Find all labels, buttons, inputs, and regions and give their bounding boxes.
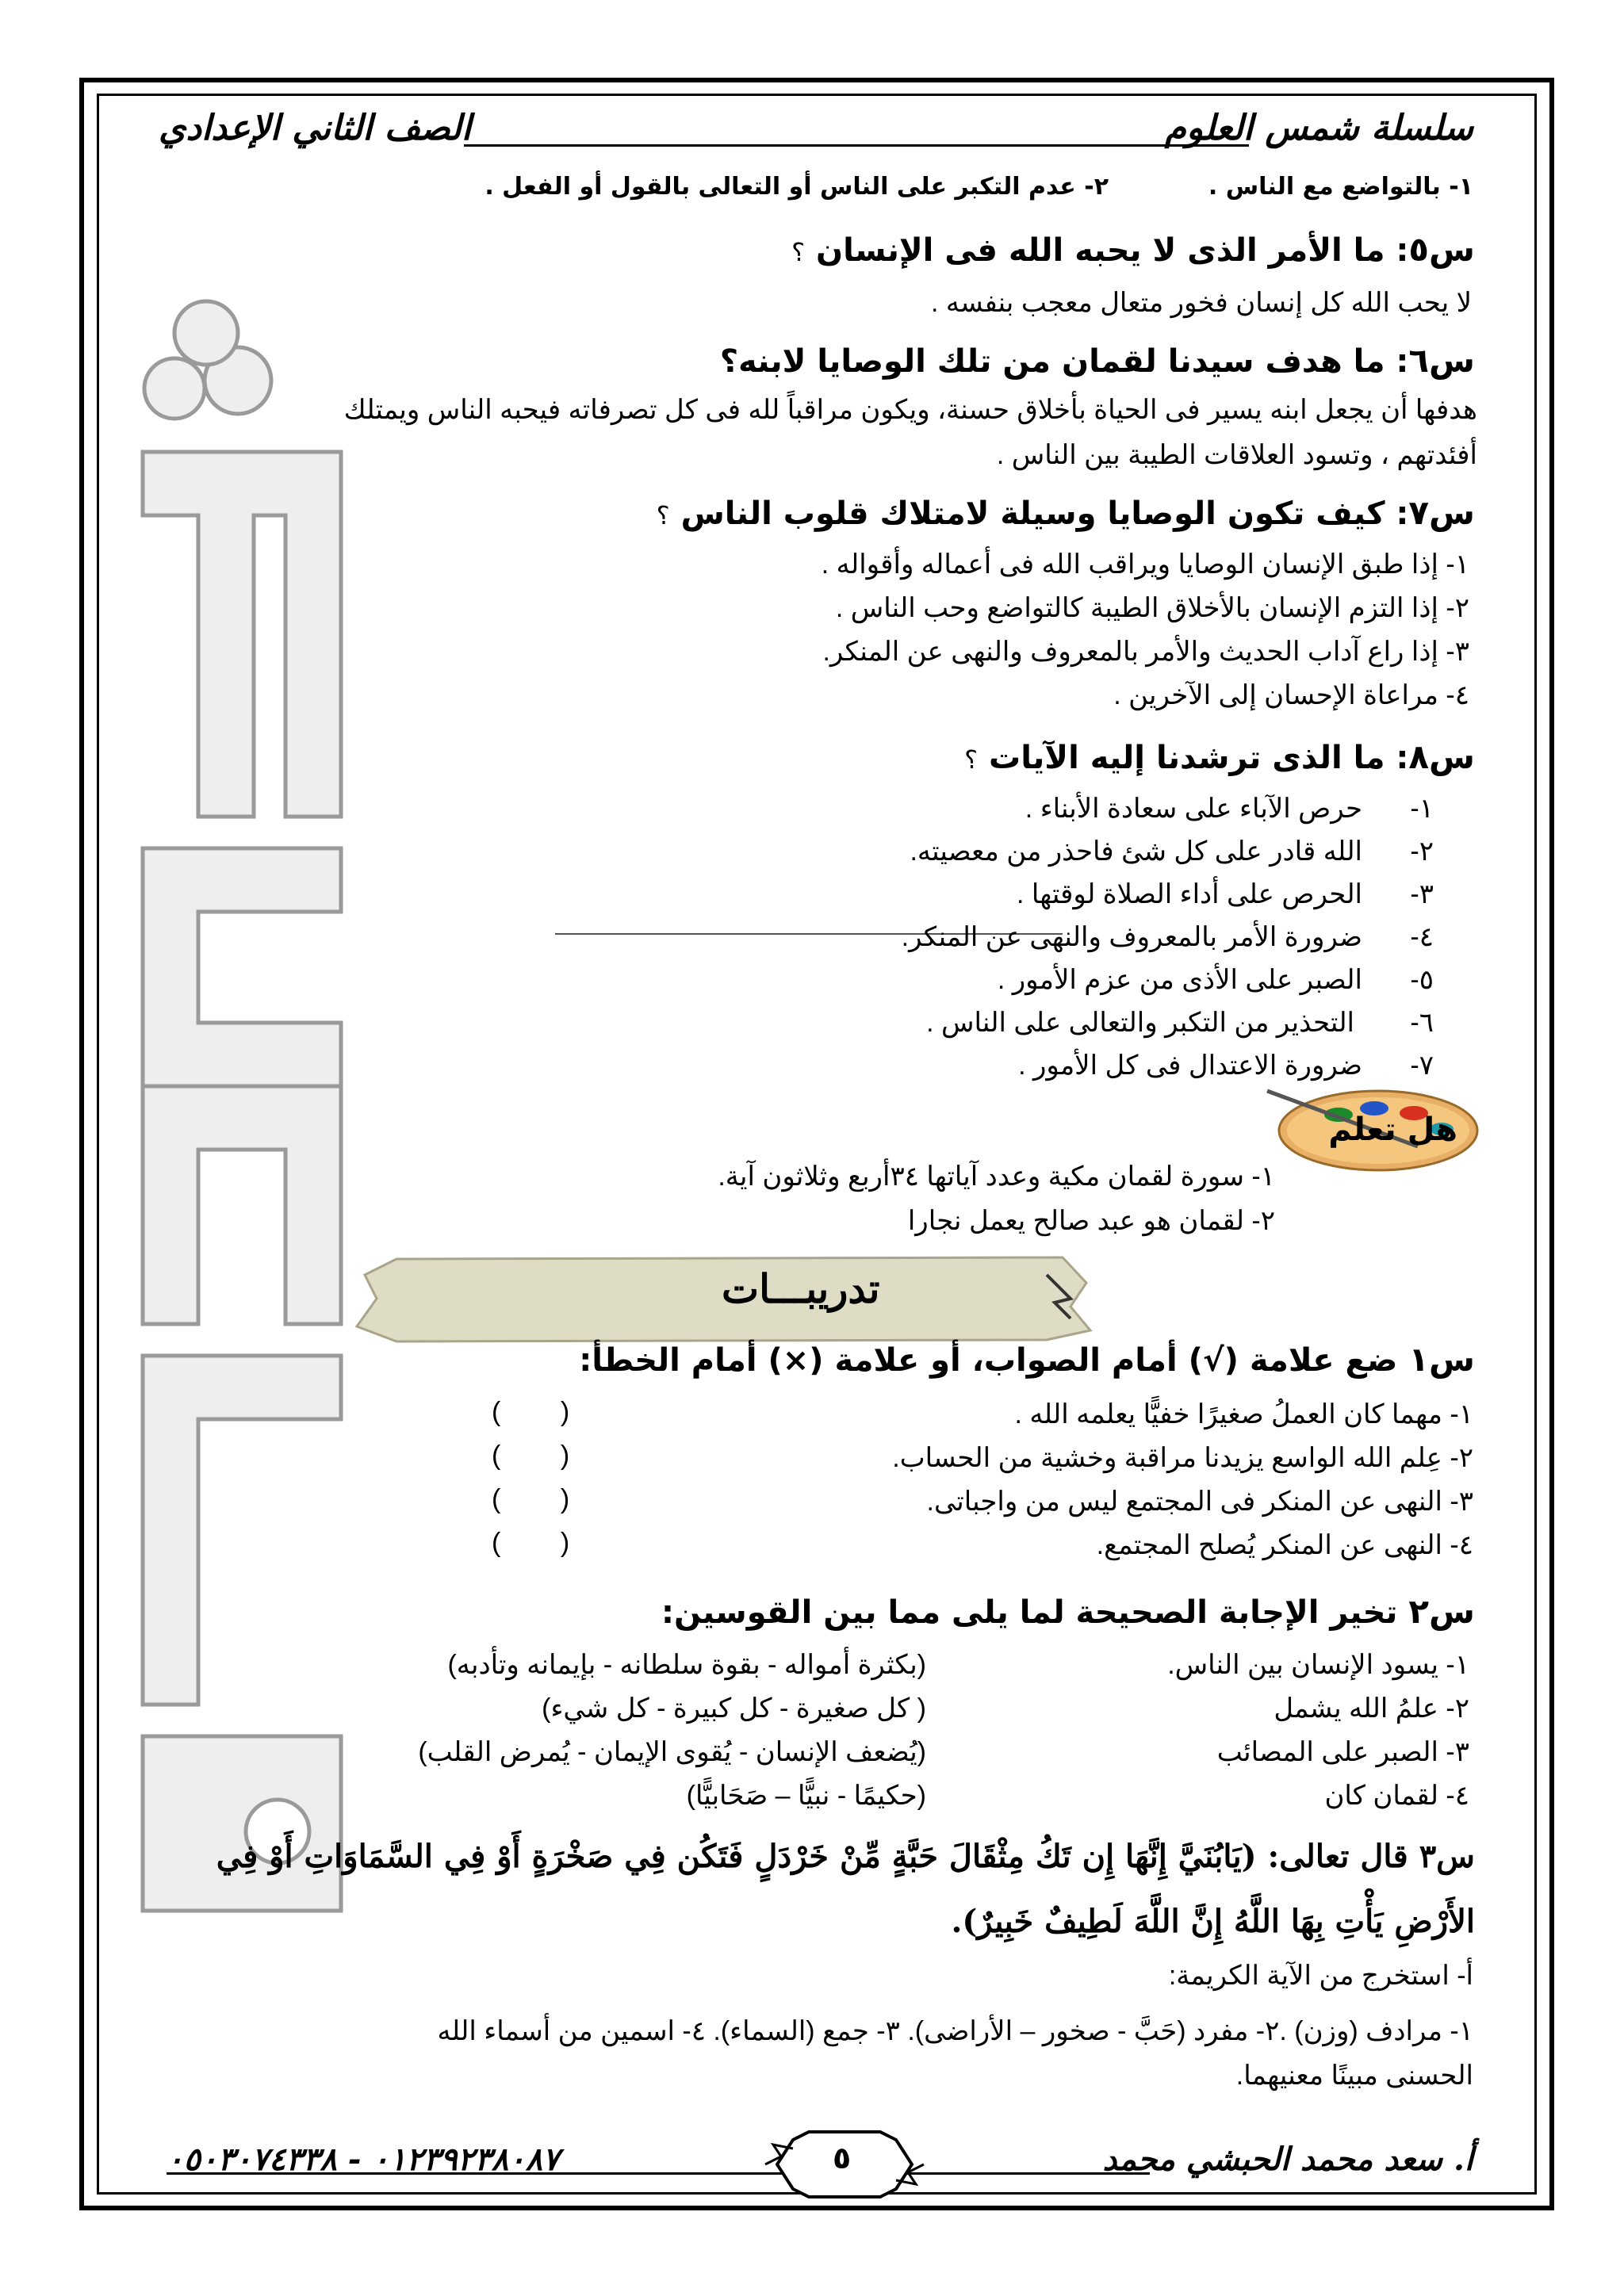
- exercise-1-item-2: ٢- عِلم الله الواسع يزيدنا مراقبة وخشية من الحساب.: [892, 1443, 1473, 1473]
- question-8-item-num-2: ٢-: [1410, 836, 1434, 867]
- exercise-1-text-a: ضع علامة (√): [1188, 1342, 1398, 1379]
- question-7-mark: ؟: [656, 500, 670, 530]
- question-5-label: س٥: [1408, 230, 1475, 269]
- exercise-1-label: س١: [1408, 1340, 1475, 1379]
- question-8-item-7: ضرورة الاعتدال فى كل الأمور .: [1018, 1050, 1362, 1081]
- watermark-graphic: [119, 198, 373, 2006]
- did-you-know-item-1: ١- سورة لقمان مكية وعدد آياتها ٣٤أربع وثلاثون آية.: [718, 1161, 1275, 1192]
- question-8-item-1: حرص الآباء على سعادة الأبناء .: [1025, 794, 1362, 824]
- question-7: [657, 493, 1475, 532]
- question-6-label: س٦: [1408, 341, 1475, 380]
- did-you-know-title: هل تعلم: [1328, 1112, 1457, 1148]
- question-6-answer-line2: أفئدتهم ، وتسود العلاقات الطيبة بين الناس .: [996, 440, 1477, 470]
- exercise-3-tasks-line1: ١- مرادف (وزن) .٢- مفرد (حَبَّ - صخور – الأراضى). ٣- جمع (السماء). ٤- اسمين من أسماء الله: [437, 2016, 1473, 2046]
- exercise-1-title: [579, 1340, 1475, 1379]
- page-number: ٥: [833, 2141, 852, 2175]
- exercise-2-label: س٢: [1408, 1592, 1475, 1631]
- question-5-text: : ما الأمر الذى لا يحبه الله فى الإنسان: [815, 232, 1409, 269]
- exercise-2-options-1: (بكثرة أمواله - بقوة سلطانه - بإيمانه وتأدبه): [447, 1650, 926, 1680]
- exercise-2-options-3: (يُضعف الإنسان - يُقوى الإيمان - يُمرض القلب): [418, 1737, 926, 1767]
- header-rule: [464, 144, 1249, 147]
- question-8: [964, 737, 1475, 776]
- exercise-2-item-4: ٤- لقمان كان: [1324, 1781, 1469, 1811]
- question-7-item-2: ٢- إذا التزم الإنسان بالأخلاق الطيبة كالتواضع وحب الناس .: [835, 593, 1469, 623]
- question-7-text: : كيف تكون الوصايا وسيلة لامتلاك قلوب الناس: [680, 496, 1409, 532]
- exercise-1-item-1: ١- مهما كان العملُ صغيرًا خفيًّا يعلمه الله .: [1014, 1399, 1473, 1429]
- question-8-item-6: التحذير من التكبر والتعالى على الناس .: [926, 1008, 1354, 1038]
- answer-box-3[interactable]: ( ): [492, 1484, 570, 1514]
- question-8-item-4: ضرورة الأمر بالمعروف والنهى عن المنكر.: [901, 922, 1362, 952]
- question-8-item-num-7: ٧-: [1410, 1050, 1434, 1081]
- question-8-item-num-4: ٤-: [1410, 922, 1434, 952]
- exercises-banner-title: تدريبـــات: [722, 1265, 880, 1312]
- question-8-mark: ؟: [964, 744, 979, 775]
- question-5-answer: لا يحب الله كل إنسان فخور متعال معجب بنفسه .: [931, 288, 1472, 318]
- question-7-item-3: ٣- إذا راع آداب الحديث والأمر بالمعروف والنهى عن المنكر.: [822, 637, 1469, 667]
- exercise-3-verse-line1: [143, 1838, 1475, 1875]
- question-6-text: : ما هدف سيدنا لقمان من تلك الوصايا لابنه؟: [719, 343, 1409, 380]
- exercise-2-title: [661, 1592, 1475, 1631]
- question-8-item-2: الله قادر على كل شئ فاحذر من معصيته.: [910, 836, 1362, 867]
- question-8-item-3: الحرص على أداء الصلاة لوقتها .: [1016, 879, 1362, 909]
- question-7-item-4: ٤- مراعاة الإحسان إلى الآخرين .: [1113, 680, 1469, 710]
- top-answer-2: ٢- عدم التكبر على الناس أو التعالى بالقول أو الفعل .: [485, 173, 1109, 201]
- top-answer-1: ١- بالتواضع مع الناس .: [1208, 173, 1473, 201]
- exercise-3-label: س٣: [1419, 1838, 1475, 1875]
- exercise-2-item-3: ٣- الصبر على المصائب: [1216, 1737, 1469, 1767]
- exercise-1-item-3: ٣- النهى عن المنكر فى المجتمع ليس من واجباتى.: [926, 1487, 1473, 1517]
- exercise-1-text-b: أمام الصواب، أو علامة (×) أمام الخطأ:: [579, 1342, 1178, 1379]
- question-8-item-5: الصبر على الأذى من عزم الأمور .: [997, 965, 1362, 995]
- answer-box-1[interactable]: ( ): [492, 1397, 570, 1427]
- question-8-item-num-1: ١-: [1410, 794, 1434, 824]
- exercise-3-sub-a: أ- استخرج من الآية الكريمة:: [1168, 1961, 1473, 1991]
- series-title: سلسلة شمس العلوم: [1164, 108, 1473, 148]
- exercise-3-intro: قال تعالى:: [1267, 1838, 1408, 1875]
- question-5: [791, 230, 1475, 269]
- exercise-2-text: تخير الإجابة الصحيحة لما يلى مما بين القوسين:: [661, 1594, 1398, 1631]
- answer-box-4[interactable]: ( ): [492, 1528, 570, 1558]
- grade-title: الصف الثاني الإعدادي: [159, 108, 472, 148]
- answer-box-2[interactable]: ( ): [492, 1441, 570, 1471]
- footer-author: أ. سعد محمد الحبشي محمد: [1102, 2141, 1473, 2178]
- question-6-answer-line1: هدفها أن يجعل ابنه يسير فى الحياة بأخلاق حسنة، ويكون مراقباً لله فى كل تصرفاته فيحبه الناس ويمتلك: [343, 395, 1477, 425]
- question-6: [720, 341, 1475, 380]
- footer-phones: ٠١٢٣٩٢٣٨٠٨٧ - ٠٥٠٣٠٧٤٣٣٨: [167, 2141, 560, 2178]
- question-8-text: : ما الذى ترشدنا إليه الآيات: [989, 740, 1409, 776]
- question-7-item-1: ١- إذا طبق الإنسان الوصايا ويراقب الله فى أعماله وأقواله .: [821, 549, 1469, 580]
- exercise-2-item-1: ١- يسود الإنسان بين الناس.: [1167, 1650, 1469, 1680]
- exercise-3-verse-line2: الأَرْضِ يَأْتِ بِهَا اللَّهُ إِنَّ اللَّهَ لَطِيفٌ خَبِيرٌ).: [951, 1903, 1475, 1940]
- question-8-label: س٨: [1408, 737, 1475, 776]
- question-8-item-num-3: ٣-: [1410, 879, 1434, 909]
- exercise-2-options-2: ( كل صغيرة - كل كبيرة - كل شيء): [542, 1693, 926, 1724]
- exercise-2-options-4: (حكيمًا - نبيًّا – صَحَابيًّا): [686, 1781, 926, 1811]
- exercise-3-tasks-line2: الحسنى مبينًا معنيهما.: [1235, 2061, 1473, 2091]
- question-5-mark: ؟: [791, 237, 806, 267]
- question-7-label: س٧: [1408, 493, 1475, 532]
- did-you-know-item-2: ٢- لقمان هو عبد صالح يعمل نجارا: [907, 1206, 1275, 1236]
- question-8-item-num-5: ٥-: [1410, 965, 1434, 995]
- exercise-1-item-4: ٤- النهى عن المنكر يُصلح المجتمع.: [1096, 1530, 1473, 1560]
- exercise-3-verse-1: (يَابُنَيَّ إِنَّهَا إِن تَكُ مِثْقَالَ حَبَّةٍ مِّنْ خَرْدَلٍ فَتَكُن فِي صَخْرَةٍ أَوْ فِي السَّمَاوَاتِ أَوْ فِي: [216, 1838, 1257, 1875]
- exercise-2-item-2: ٢- علمُ الله يشمل: [1274, 1693, 1469, 1724]
- question-8-item-num-6: ٦-: [1410, 1008, 1434, 1038]
